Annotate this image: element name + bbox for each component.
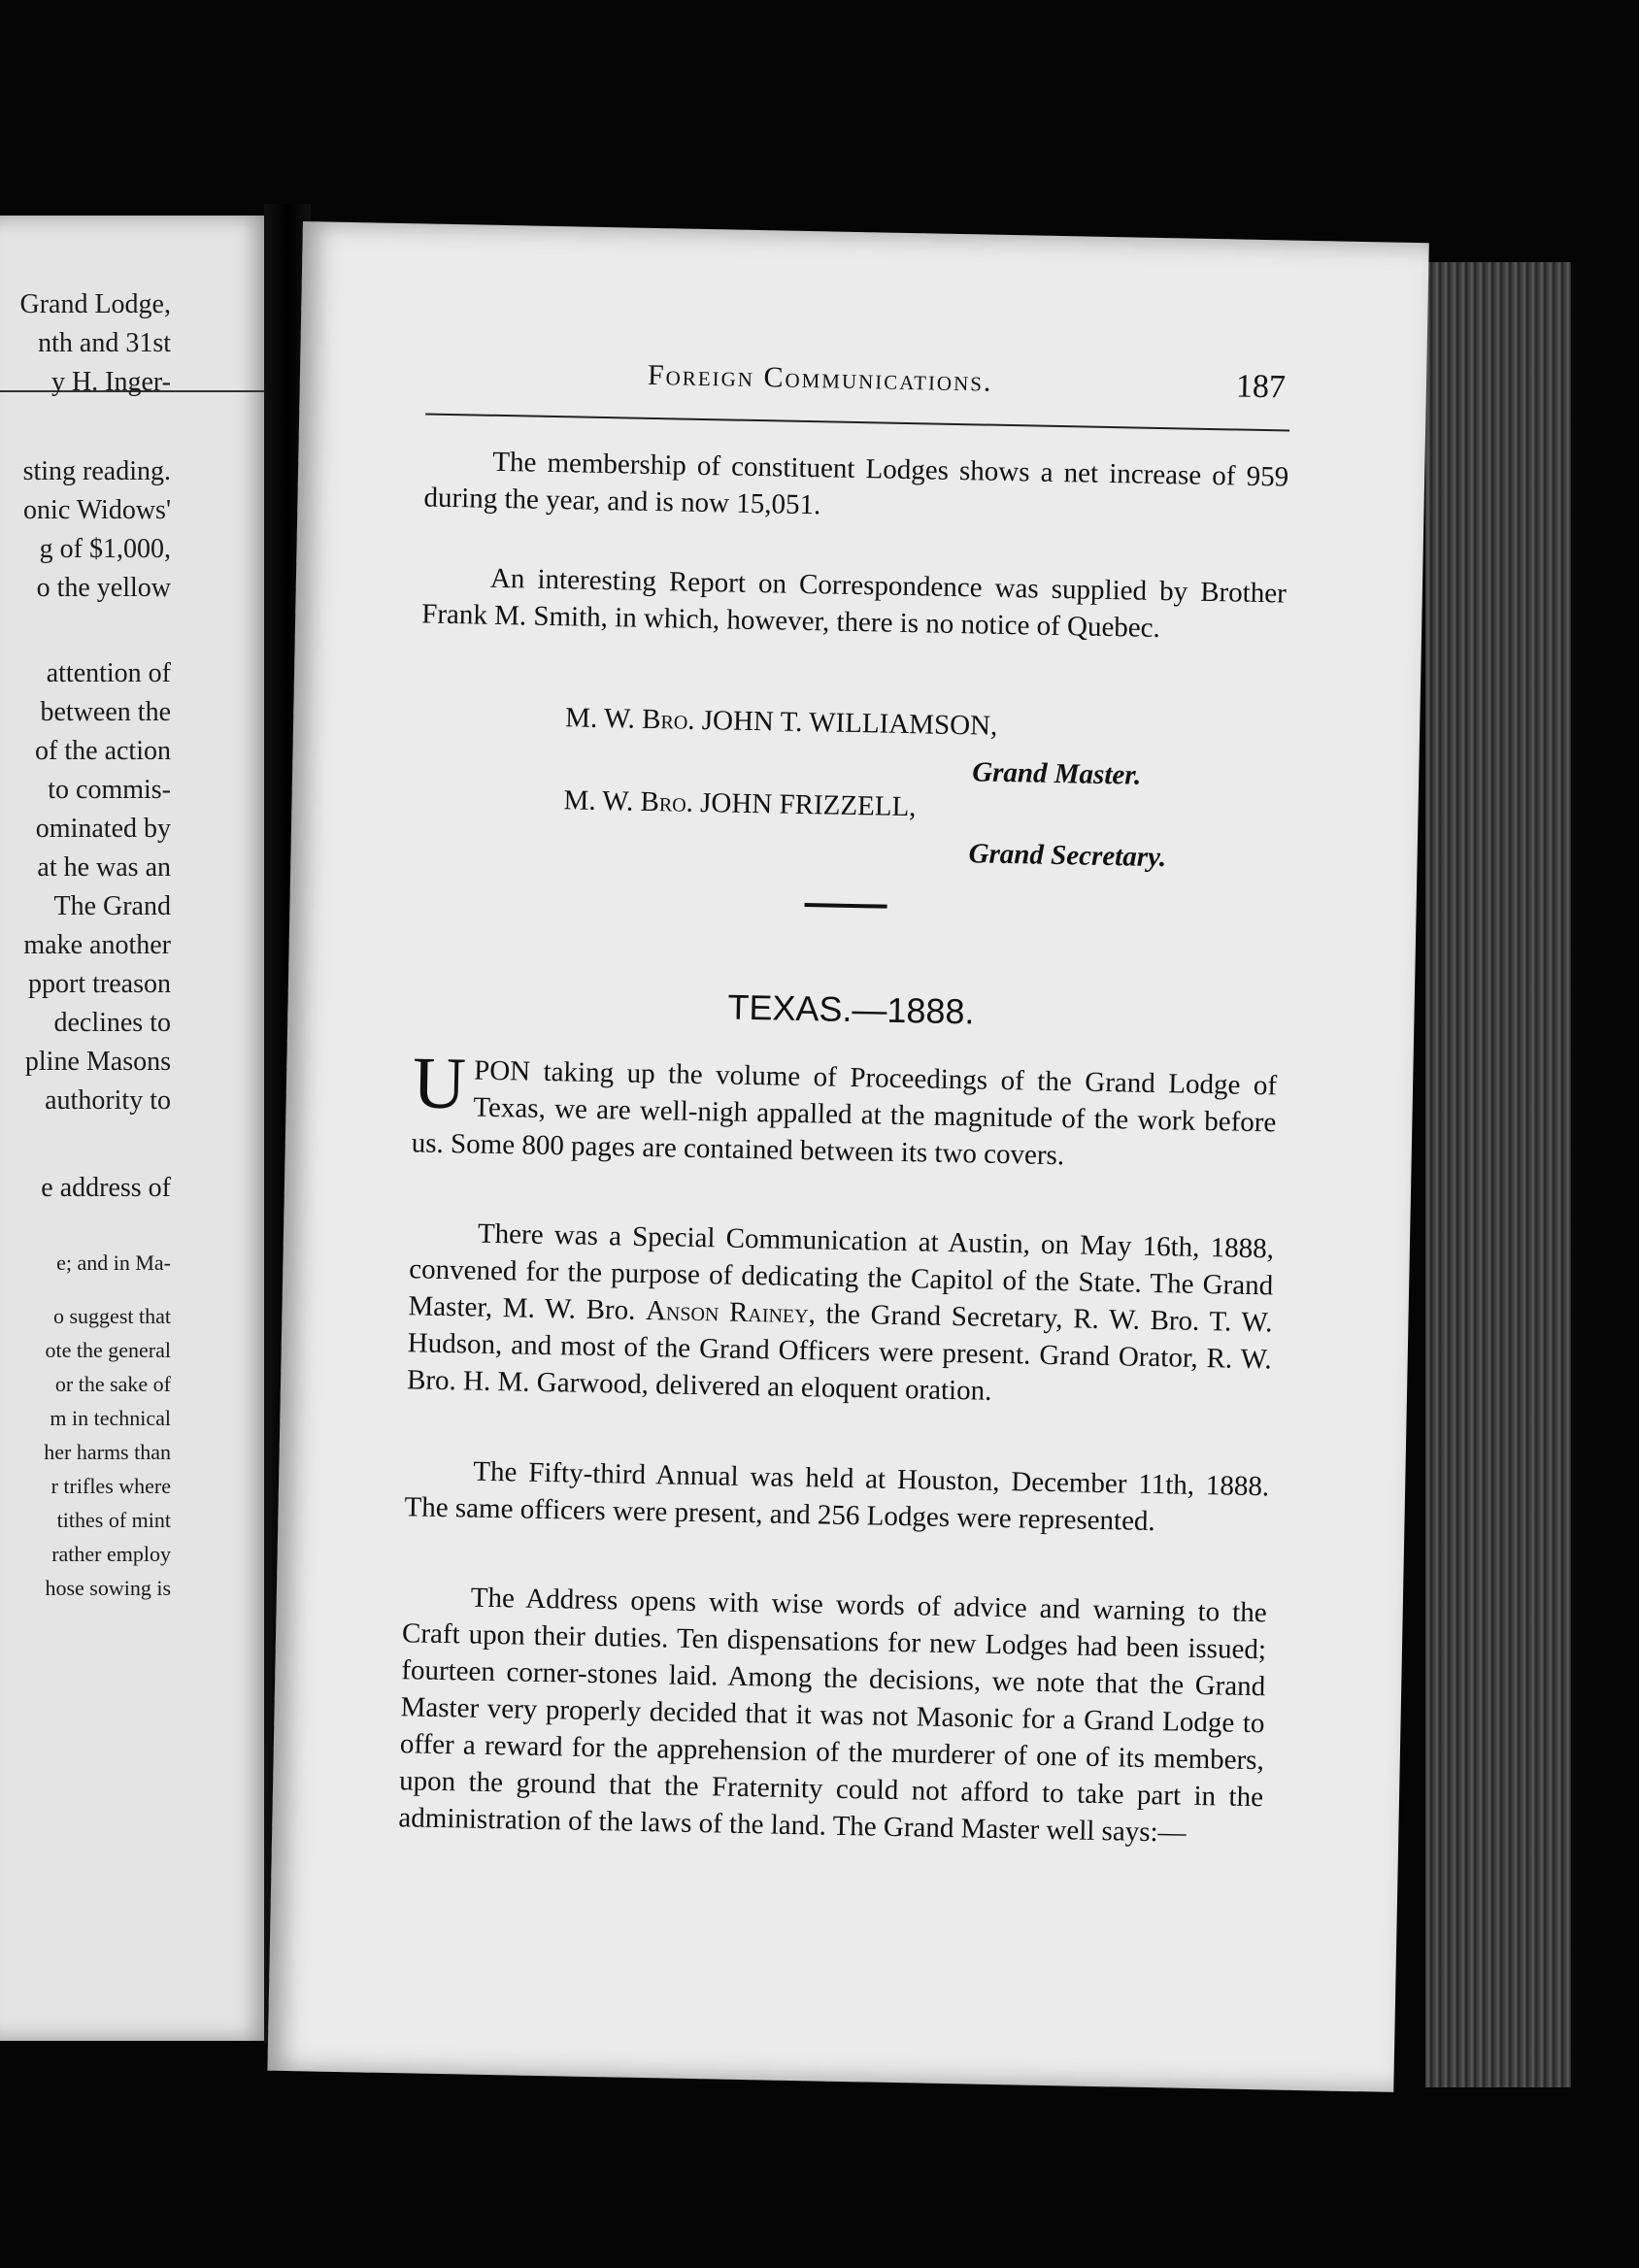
- paragraph-address: The Address opens with wise words of advice and warning to the Craft upon their duties. Ten dispensations for new Lodges had been issued; fourteen corner-stones laid. Among the decisions, we note that the Grand Master very properly decided that it was not Masonic for a Grand Lodge to offer a reward for the apprehension of the murderer of one of its members, upon the ground that the Fraternity could not afford to take part in the administration of the laws of the land. The Grand Master well says:—: [398, 1582, 1267, 1849]
- signature-name: JOHN T. WILLIAMSON,: [701, 704, 998, 742]
- paragraph-special-after: , the Grand Secretary, R. W. Bro. T. W. Hudson, and most of the Grand Officers were present. Grand Orator, R. W. Bro. H. M. Garwood, delivered an eloquent oration.: [406, 1298, 1273, 1407]
- left-page-line: The Grand: [53, 891, 171, 921]
- left-page-line: make another: [23, 930, 171, 960]
- paragraph-opening-text: PON taking up the volume of Proceedings of the Grand Lodge of Texas, we are well-nigh appalled at the magnitude of the work before us. Some 800 pages are contained between its two covers.: [411, 1054, 1278, 1172]
- signature-grand-master: [565, 702, 998, 743]
- header-rule: [425, 413, 1289, 431]
- left-page-line: g of $1,000,: [39, 534, 171, 564]
- left-page-line: ominated by: [35, 814, 171, 844]
- left-page-line: rather employ: [51, 1542, 171, 1566]
- section-separator: [805, 903, 887, 909]
- paragraph-annual: The Fifty-third Annual was held at Houston, December 11th, 1888. The same officers were present, and 256 Lodges were represented.: [404, 1455, 1270, 1538]
- page-edges: [1425, 262, 1571, 2087]
- left-page-line: ote the general: [45, 1338, 171, 1362]
- left-page-line: attention of: [46, 658, 171, 688]
- main-page: [267, 221, 1428, 2092]
- left-page-line: authority to: [45, 1085, 171, 1116]
- left-page-line: tithes of mint: [56, 1508, 171, 1532]
- signature-grand-secretary: [563, 784, 917, 823]
- left-page-line: onic Widows': [23, 495, 171, 525]
- left-page-line: hose sowing is: [45, 1576, 171, 1600]
- left-page-line: e address of: [41, 1173, 171, 1203]
- left-page-line: y H. Inger-: [50, 367, 171, 397]
- left-page-line: o the yellow: [36, 573, 171, 603]
- left-page-line: pline Masons: [24, 1047, 171, 1077]
- left-page-line: pport treason: [28, 969, 171, 999]
- left-page-line: her harms than: [44, 1440, 171, 1464]
- left-page-line: to commis-: [48, 775, 171, 805]
- paragraph-special-communication: [407, 1214, 1274, 1415]
- left-page-line: nth and 31st: [38, 328, 171, 358]
- name-anson-rainey: Anson Rainey: [645, 1294, 809, 1330]
- section-heading: TEXAS.—1888.: [727, 986, 975, 1032]
- paragraph-opening: [411, 1042, 1278, 1178]
- left-page-line: or the sake of: [54, 1372, 171, 1396]
- left-page-line: sting reading.: [22, 456, 171, 486]
- left-page-line: between the: [40, 697, 171, 727]
- left-page-line: at he was an: [37, 852, 171, 883]
- signature-prefix: M. W. Bro.: [563, 784, 694, 818]
- left-page-line: o suggest that: [53, 1304, 171, 1328]
- left-page-line: r trifles where: [50, 1474, 171, 1498]
- page-number: 187: [1235, 368, 1287, 406]
- paragraph-correspondence: An interesting Report on Correspondence was supplied by Brother Frank M. Smith, in which, however, there is no notice of Quebec.: [420, 562, 1288, 645]
- signature-name: JOHN FRIZZELL,: [699, 786, 917, 823]
- signature-title-grand-master: Grand Master.: [971, 756, 1142, 791]
- paragraph-special-before: There was a Special Communication at Austin, on May 16th, 1888, convened for the purpose of dedicating the Capitol of the State. The Grand Master, M. W. Bro.: [408, 1217, 1275, 1326]
- left-page-line: Grand Lodge,: [19, 289, 171, 319]
- left-page-line: e; and in Ma-: [56, 1251, 171, 1275]
- drop-cap: U: [412, 1042, 467, 1125]
- left-page-line: declines to: [53, 1008, 171, 1038]
- running-head: Foreign Communications.: [647, 358, 993, 398]
- signature-title-grand-secretary: Grand Secretary.: [968, 838, 1167, 874]
- left-page-line: of the action: [35, 736, 171, 766]
- paragraph-membership: The membership of constituent Lodges shows a net increase of 959 during the year, and is now 15,051.: [423, 446, 1289, 521]
- signature-prefix: M. W. Bro.: [564, 702, 695, 736]
- left-page-line: m in technical: [50, 1406, 171, 1430]
- left-page-fragment: [0, 216, 274, 2041]
